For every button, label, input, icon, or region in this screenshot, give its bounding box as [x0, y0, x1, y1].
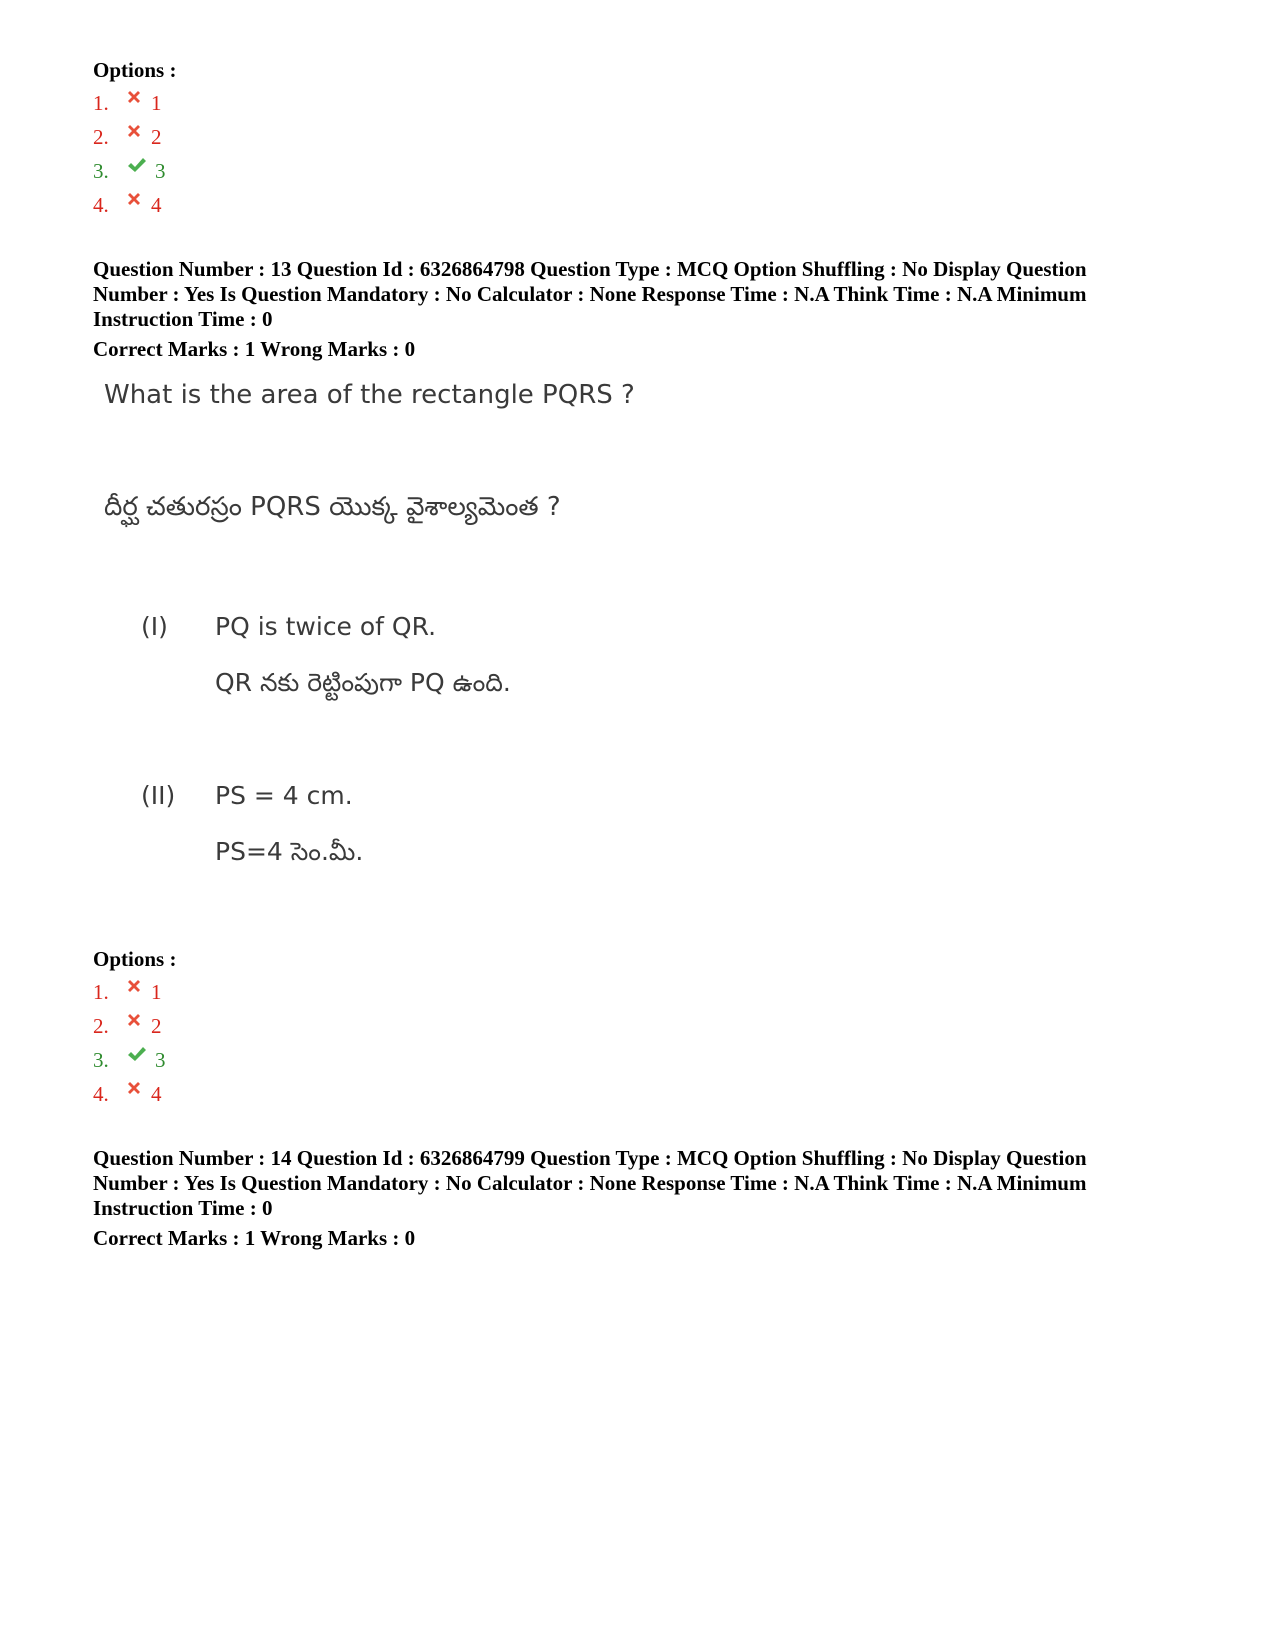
option-value: 4 — [151, 1082, 162, 1106]
option-number: 4. — [93, 193, 109, 217]
option-value: 1 — [151, 980, 162, 1004]
question-meta-line: Question Number : 13 Question Id : 6326864798 Question Type : MCQ Option Shuffling : No Display Question — [93, 257, 1087, 281]
cross-icon — [125, 1079, 143, 1097]
option-item — [93, 1043, 176, 1077]
statement-roman-number: (I) — [141, 612, 168, 641]
question-marks: Correct Marks : 1 Wrong Marks : 0 — [93, 337, 416, 361]
option-value: 2 — [151, 125, 162, 149]
option-number: 3. — [93, 159, 109, 183]
option-number: 2. — [93, 1014, 109, 1038]
option-number: 3. — [93, 1048, 109, 1072]
statement-telugu: PS=4 సెం.మీ. — [215, 837, 364, 866]
question-text-telugu: దీర్ఘ చతురస్రం PQRS యొక్క వైశాల్యమెంత ? — [104, 492, 561, 522]
option-value: 3 — [155, 1048, 166, 1072]
question-meta-line: Instruction Time : 0 — [93, 307, 273, 331]
question-marks: Correct Marks : 1 Wrong Marks : 0 — [93, 1226, 416, 1250]
question-meta-line: Number : Yes Is Question Mandatory : No Calculator : None Response Time : N.A Think Time : N.A Minimum — [93, 1171, 1087, 1195]
option-number: 1. — [93, 980, 109, 1004]
options-label: Options : — [93, 947, 177, 971]
statement-roman-number: (II) — [141, 781, 176, 810]
option-value: 4 — [151, 193, 162, 217]
question-14-meta — [93, 1146, 1193, 1251]
option-number: 4. — [93, 1082, 109, 1106]
question-meta-line: Number : Yes Is Question Mandatory : No Calculator : None Response Time : N.A Think Time : N.A Minimum — [93, 282, 1087, 306]
option-item — [93, 1077, 176, 1111]
question-meta-line: Instruction Time : 0 — [93, 1196, 273, 1220]
cross-icon — [125, 1011, 143, 1029]
statement-english: PS = 4 cm. — [215, 781, 353, 810]
statement-english: PQ is twice of QR. — [215, 612, 437, 641]
options-block-2 — [93, 947, 176, 1111]
option-number: 2. — [93, 125, 109, 149]
option-value: 2 — [151, 1014, 162, 1038]
option-number: 1. — [93, 91, 109, 115]
question-text-english: What is the area of the rectangle PQRS ? — [104, 380, 635, 410]
question-meta-line: Question Number : 14 Question Id : 6326864799 Question Type : MCQ Option Shuffling : No Display Question — [93, 1146, 1087, 1170]
options-list-2 — [93, 975, 176, 1111]
cross-icon — [125, 977, 143, 995]
options-label: Options : — [93, 58, 177, 82]
check-icon — [125, 1045, 147, 1063]
statement-telugu: QR నకు రెట్టింపుగా PQ ఉంది. — [215, 668, 511, 697]
option-item — [93, 975, 176, 1009]
option-value: 1 — [151, 91, 162, 115]
option-value: 3 — [155, 159, 166, 183]
option-item — [93, 1009, 176, 1043]
